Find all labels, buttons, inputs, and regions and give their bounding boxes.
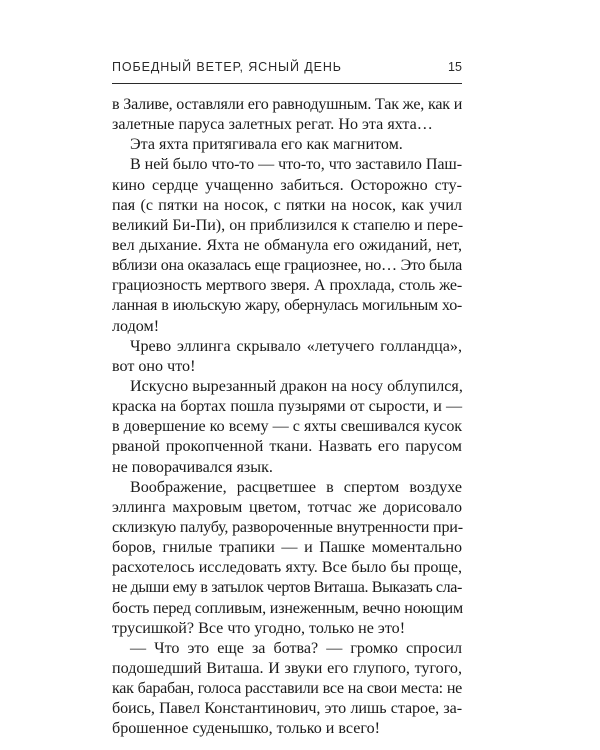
text-line: рваной прокопченной ткани. Назвать его парусом xyxy=(112,438,462,456)
running-title: ПОБЕДНЫЙ ВЕТЕР, ЯСНЫЙ ДЕНЬ xyxy=(112,60,342,74)
text-line: расхотелось исследовать яхту. Все было бы проще, xyxy=(112,559,462,577)
text-line: бость перед сопливым, изнеженным, вечно ноющим xyxy=(112,599,463,617)
text-line: залетные паруса залетных регат. Но эта яхта… xyxy=(112,116,433,134)
header-rule xyxy=(112,83,462,84)
text-line: вблизи она оказалась еще грациознее, но… Это была xyxy=(112,257,462,275)
text-line: лодом! xyxy=(112,317,160,335)
text-line: кино сердце учащенно забиться. Осторожно сту- xyxy=(112,176,462,194)
text-line: в Заливе, оставляли его равнодушным. Так же, как и xyxy=(112,96,463,113)
text-line: трусишкой? Все что угодно, только не это! xyxy=(112,619,406,637)
text-line: В ней было что-то — что-то, что заставило Паш- xyxy=(130,156,462,174)
text-line: не дыши ему в затылок чертов Виташа. Выказать сла- xyxy=(112,579,462,597)
text-line: склизкую палубу, развороченные внутренности при- xyxy=(112,518,463,536)
text-line: ланная в июльскую жару, обернулась могильным хо- xyxy=(112,297,462,315)
text-line: пая (с пятки на носок, с пятки на носок, как учил xyxy=(112,196,462,214)
text-line: краска на бортах пошла пузырями от сырости, и — xyxy=(112,398,462,416)
text-line: эллинга махровым цветом, тотчас же дорисовало xyxy=(112,498,462,516)
text-line: в довершение ко всему — с яхты свешивался кусок xyxy=(112,418,462,436)
text-line: Эта яхта притягивала его как магнитом. xyxy=(130,136,403,154)
text-line: Искусно вырезанный дракон на носу облупился, xyxy=(130,377,463,395)
text-line: как барабан, голоса расставили все на свои места: не xyxy=(112,680,462,698)
text-line: подошедший Виташа. И звуки его глупого, тугого, xyxy=(112,659,462,677)
text-line: брошенное суденышко, только и всего! xyxy=(112,720,380,738)
body-text xyxy=(112,95,462,740)
text-line: не поворачивался язык. xyxy=(112,458,273,476)
text-line: Чрево эллинга скрывало «летучего голландца», xyxy=(130,337,462,355)
text-line: боись, Павел Константинович, это лишь старое, за- xyxy=(112,700,462,718)
text-line: Воображение, расцветшее в спертом воздухе xyxy=(130,478,462,496)
text-line: вот оно что! xyxy=(112,357,196,375)
text-line: боров, гнилые трапики — и Пашке моментально xyxy=(112,539,462,557)
page-number: 15 xyxy=(448,60,462,74)
text-line: грациозность мертвого зверя. А прохлада, столь же- xyxy=(112,277,462,295)
text-line: вел дыхание. Яхта не обманула его ожиданий, нет, xyxy=(112,236,462,254)
text-line: — Что это еще за ботва? — громко спросил xyxy=(130,639,462,657)
text-line: великий Би-Пи), он приблизился к стапелю и пере- xyxy=(112,216,464,234)
